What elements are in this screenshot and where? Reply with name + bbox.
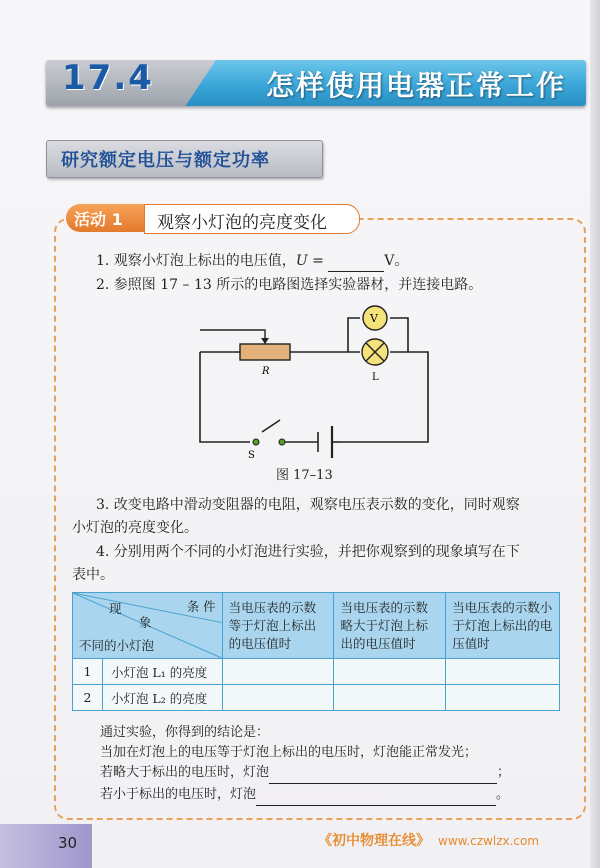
figure-caption: 图 17–13 — [276, 468, 333, 483]
step-4-line-2: 表中。 — [72, 567, 114, 583]
step-3-line-1: 3. 改变电路中滑动变阻器的电阻，观察电压表示数的变化，同时观察 — [96, 497, 520, 513]
rheostat-body — [240, 344, 290, 360]
table-row — [73, 685, 560, 711]
subsection-heading-text: 研究额定电压与额定功率 — [61, 150, 270, 171]
table-cell-blank[interactable] — [334, 685, 446, 711]
section-number: 17.4 — [62, 58, 154, 98]
voltage-blank[interactable] — [328, 271, 384, 272]
row-label: 小灯泡 L₁ 的亮度 — [102, 659, 222, 685]
conclusion-line-1: 当加在灯泡上的电压等于灯泡上标出的电压时，灯泡能正常发光； — [100, 745, 478, 760]
conclusion-line-2 — [100, 762, 510, 784]
conclusion-blank-2[interactable] — [256, 805, 496, 806]
watermark-url: www.czwlzx.com — [438, 834, 540, 848]
circuit-diagram — [190, 300, 440, 462]
step-3-line-2: 小灯泡的亮度变化。 — [72, 520, 198, 536]
step-2: 2. 参照图 17 – 13 所示的电路图选择实验器材，并连接电路。 — [96, 277, 483, 293]
corner-bulb: 不同的小灯泡 — [79, 638, 155, 653]
table-header-less: 当电压表的示数小于灯泡上标出的电压值时 — [446, 593, 560, 659]
table-cell-blank[interactable] — [446, 659, 560, 685]
step-1-text: 1. 观察小灯泡上标出的电压值， — [96, 253, 296, 269]
step-1 — [96, 250, 408, 272]
table-cell-blank[interactable] — [446, 685, 560, 711]
label-L: L — [372, 372, 379, 383]
observation-table — [72, 592, 560, 711]
conclusion-line-2-end: ； — [497, 765, 511, 780]
label-V: V — [370, 312, 378, 325]
watermark — [318, 830, 539, 850]
conclusion-line-3-text: 若小于标出的电压时，灯泡 — [100, 787, 257, 802]
label-R: R — [262, 366, 270, 377]
activity-title-box — [144, 204, 360, 234]
table-header-equal: 当电压表的示数等于灯泡上标出的电压值时 — [222, 593, 334, 659]
label-S: S — [248, 450, 255, 461]
table-cell-blank[interactable] — [222, 659, 334, 685]
table-cell-blank[interactable] — [334, 659, 446, 685]
table-header-slightly-greater: 当电压表的示数略大于灯泡上标出的电压值时 — [334, 593, 446, 659]
equals-sign: = — [307, 253, 329, 269]
table-header-row — [73, 593, 560, 659]
table-corner-cell — [73, 593, 223, 659]
activity-title: 观察小灯泡的亮度变化 — [157, 213, 327, 233]
conclusion-line-2-text: 若略大于标出的电压时，灯泡 — [100, 765, 270, 780]
row-number: 1 — [73, 659, 103, 685]
voltage-unit: V。 — [384, 253, 409, 269]
corner-phenomenon-1: 现 — [109, 601, 122, 616]
page-number: 30 — [58, 834, 78, 852]
row-number: 2 — [73, 685, 103, 711]
watermark-name: 《初中物理在线》 — [318, 833, 430, 849]
conclusion-line-3-end: 。 — [496, 787, 510, 802]
section-title: 怎样使用电器正常工作 — [265, 69, 566, 102]
table-row — [73, 659, 560, 685]
activity-tag-text: 活动 1 — [74, 210, 123, 229]
corner-condition: 条 件 — [186, 599, 216, 614]
activity-tag — [66, 204, 144, 232]
page-number-bar — [0, 824, 92, 868]
page-edge — [590, 0, 600, 868]
step-4-line-1: 4. 分别用两个不同的小灯泡进行实验，并把你观察到的现象填写在下 — [96, 544, 520, 560]
subsection-heading — [46, 140, 323, 178]
table-cell-blank[interactable] — [222, 685, 334, 711]
row-label: 小灯泡 L₂ 的亮度 — [102, 685, 222, 711]
conclusion-intro: 通过实验，你得到的结论是： — [100, 725, 270, 740]
voltage-variable: U — [295, 253, 308, 269]
corner-phenomenon-2: 象 — [139, 615, 152, 630]
conclusion-line-3 — [100, 784, 509, 806]
